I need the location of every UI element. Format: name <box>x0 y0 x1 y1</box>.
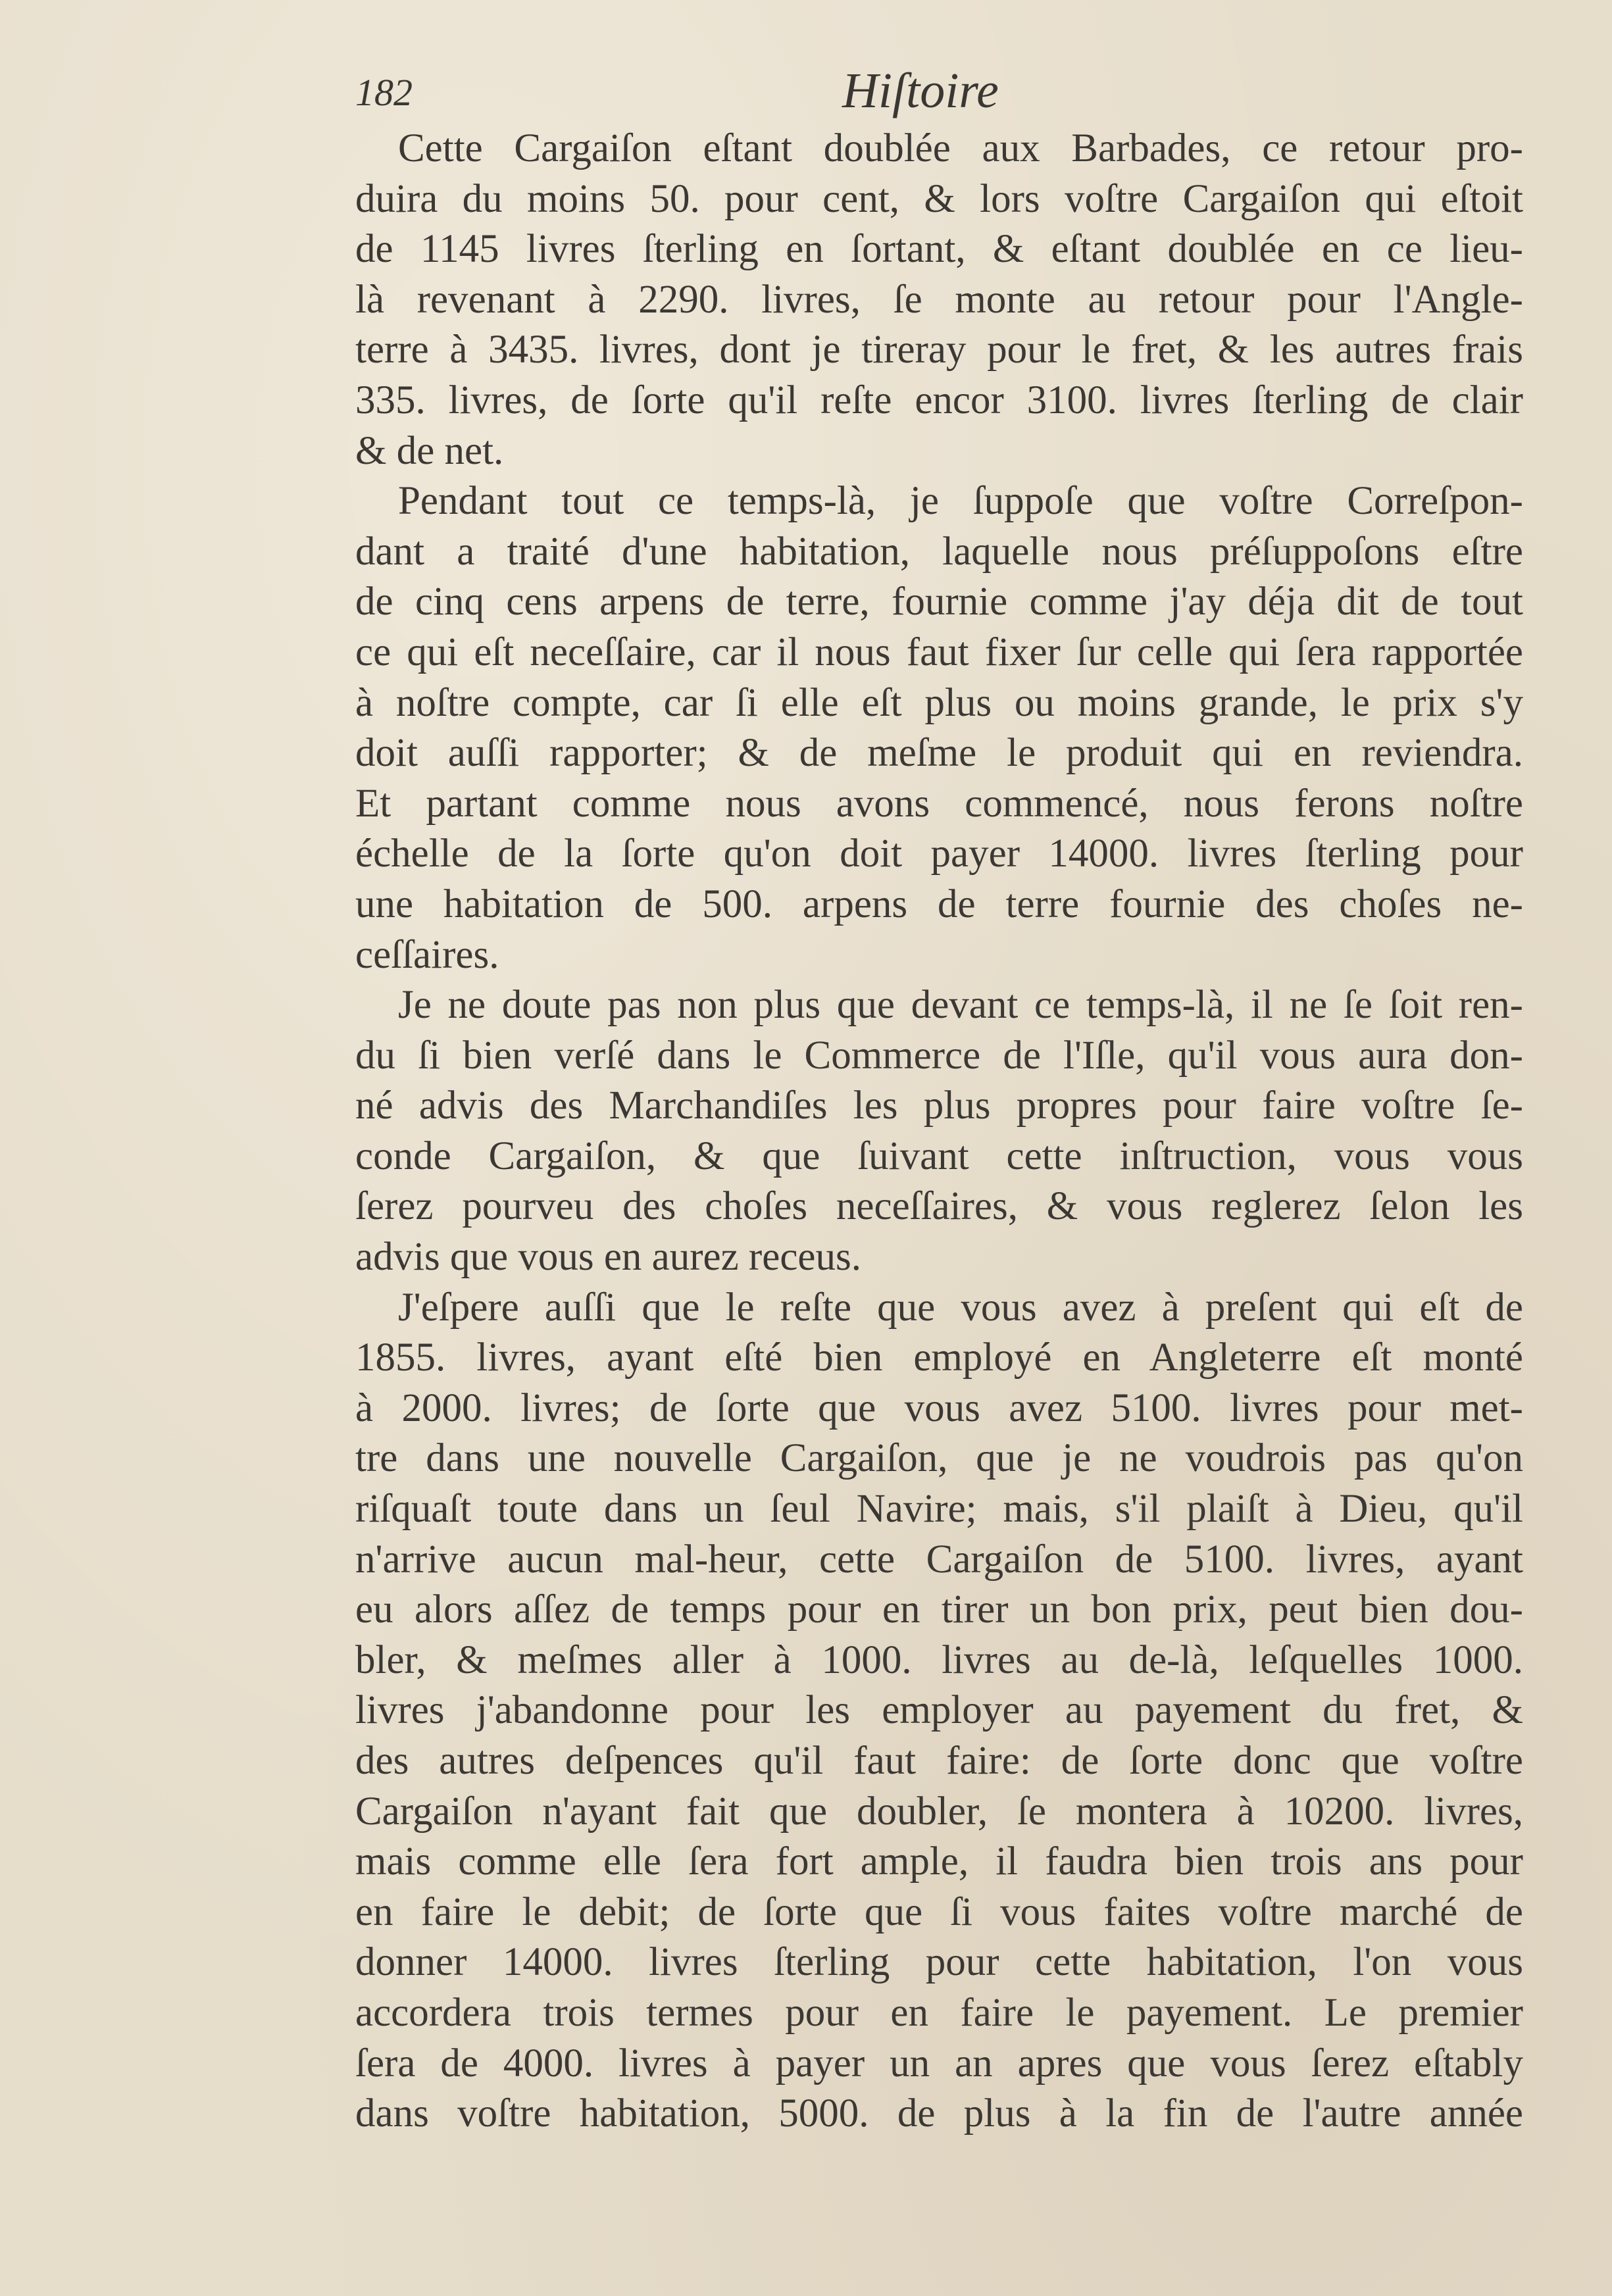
text-line: à noſtre compte, car ſi elle eſt plus ou moins grande, le prix s'y <box>355 680 1523 725</box>
body-text <box>355 124 1523 2139</box>
text-line: accordera trois termes pour en faire le payement. Le premier <box>355 1990 1523 2035</box>
text-line: là revenant à 2290. livres, ſe monte au retour pour l'Angle- <box>355 277 1523 322</box>
text-line: doit auſſi rapporter; & de meſme le produit qui en reviendra. <box>355 731 1523 776</box>
paragraph-2 <box>355 476 1523 980</box>
text-line: de cinq cens arpens de terre, fournie comme j'ay déja dit de tout <box>355 580 1523 624</box>
text-line: Pendant tout ce temps-là, je ſuppoſe que voſtre Correſpon- <box>398 479 1523 524</box>
text-line: de 1145 livres ſterling en ſortant, & eſtant doublée en ce lieu- <box>355 227 1523 272</box>
text-line: dant a traité d'une habitation, laquelle nous préſuppoſons eſtre <box>355 529 1523 574</box>
text-line: ce qui eſt neceſſaire, car il nous faut fixer ſur celle qui ſera rapportée <box>355 630 1523 674</box>
page-number: 182 <box>355 71 413 114</box>
text-line: Et partant comme nous avons commencé, nous ferons noſtre <box>355 781 1523 826</box>
paragraph-1 <box>355 124 1523 476</box>
text-line: des autres deſpences qu'il faut faire: de ſorte donc que voſtre <box>355 1739 1523 1783</box>
text-line: bler, & meſmes aller à 1000. livres au de-là, leſquelles 1000. <box>355 1637 1523 1682</box>
text-line: à 2000. livres; de ſorte que vous avez 5100. livres pour met- <box>355 1385 1523 1430</box>
text-line: ceſſaires. <box>355 932 499 977</box>
running-head <box>355 62 1526 128</box>
text-line: duira du moins 50. pour cent, & lors voſtre Cargaiſon qui eſtoit <box>355 176 1523 221</box>
text-line: 1855. livres, ayant eſté bien employé en Angleterre eſt monté <box>355 1335 1523 1380</box>
text-line: terre à 3435. livres, dont je tireray pour le fret, & les autres frais <box>355 328 1523 372</box>
text-line: tre dans une nouvelle Cargaiſon, que je ne voudrois pas qu'on <box>355 1436 1523 1481</box>
text-line: mais comme elle ſera fort ample, il faudra bien trois ans pour <box>355 1839 1523 1884</box>
text-line: du ſi bien verſé dans le Commerce de l'Iſle, qu'il vous aura don- <box>355 1033 1523 1078</box>
text-line: n'arrive aucun mal-heur, cette Cargaiſon de 5100. livres, ayant <box>355 1537 1523 1582</box>
text-line: conde Cargaiſon, & que ſuivant cette inſtruction, vous vous <box>355 1134 1523 1178</box>
text-line: & de net. <box>355 428 504 473</box>
text-line: une habitation de 500. arpens de terre fournie des choſes ne- <box>355 882 1523 926</box>
text-line: dans voſtre habitation, 5000. de plus à la fin de l'autre année <box>355 2091 1523 2136</box>
text-line: 335. livres, de ſorte qu'il reſte encor 3100. livres ſterling de clair <box>355 378 1523 422</box>
paragraph-4 <box>355 1283 1523 2139</box>
text-line: eu alors aſſez de temps pour en tirer un bon prix, peut bien dou- <box>355 1587 1523 1632</box>
text-line: Cargaiſon n'ayant fait que doubler, ſe montera à 10200. livres, <box>355 1789 1523 1834</box>
text-line: livres j'abandonne pour les employer au payement du fret, & <box>355 1688 1523 1733</box>
text-line: né advis des Marchandiſes les plus propres pour faire voſtre ſe- <box>355 1084 1523 1128</box>
text-line: Je ne doute pas non plus que devant ce temps-là, il ne ſe ſoit ren- <box>398 983 1523 1028</box>
text-line: J'eſpere auſſi que le reſte que vous avez à preſent qui eſt de <box>398 1285 1523 1330</box>
text-line: échelle de la ſorte qu'on doit payer 14000. livres ſterling pour <box>355 832 1523 876</box>
paragraph-3 <box>355 980 1523 1283</box>
text-line: ſerez pourveu des choſes neceſſaires, & vous reglerez ſelon les <box>355 1184 1523 1229</box>
running-title: Hiſtoire <box>842 63 999 118</box>
text-line: advis que vous en aurez receus. <box>355 1235 861 1280</box>
text-line: Cette Cargaiſon eſtant doublée aux Barbades, ce retour pro- <box>398 126 1523 170</box>
text-line: en faire le debit; de ſorte que ſi vous faites voſtre marché de <box>355 1889 1523 1934</box>
text-line: riſquaſt toute dans un ſeul Navire; mais, s'il plaiſt à Dieu, qu'il <box>355 1487 1523 1532</box>
text-line: ſera de 4000. livres à payer un an apres que vous ſerez eſtably <box>355 2041 1523 2085</box>
text-line: donner 14000. livres ſterling pour cette habitation, l'on vous <box>355 1940 1523 1985</box>
